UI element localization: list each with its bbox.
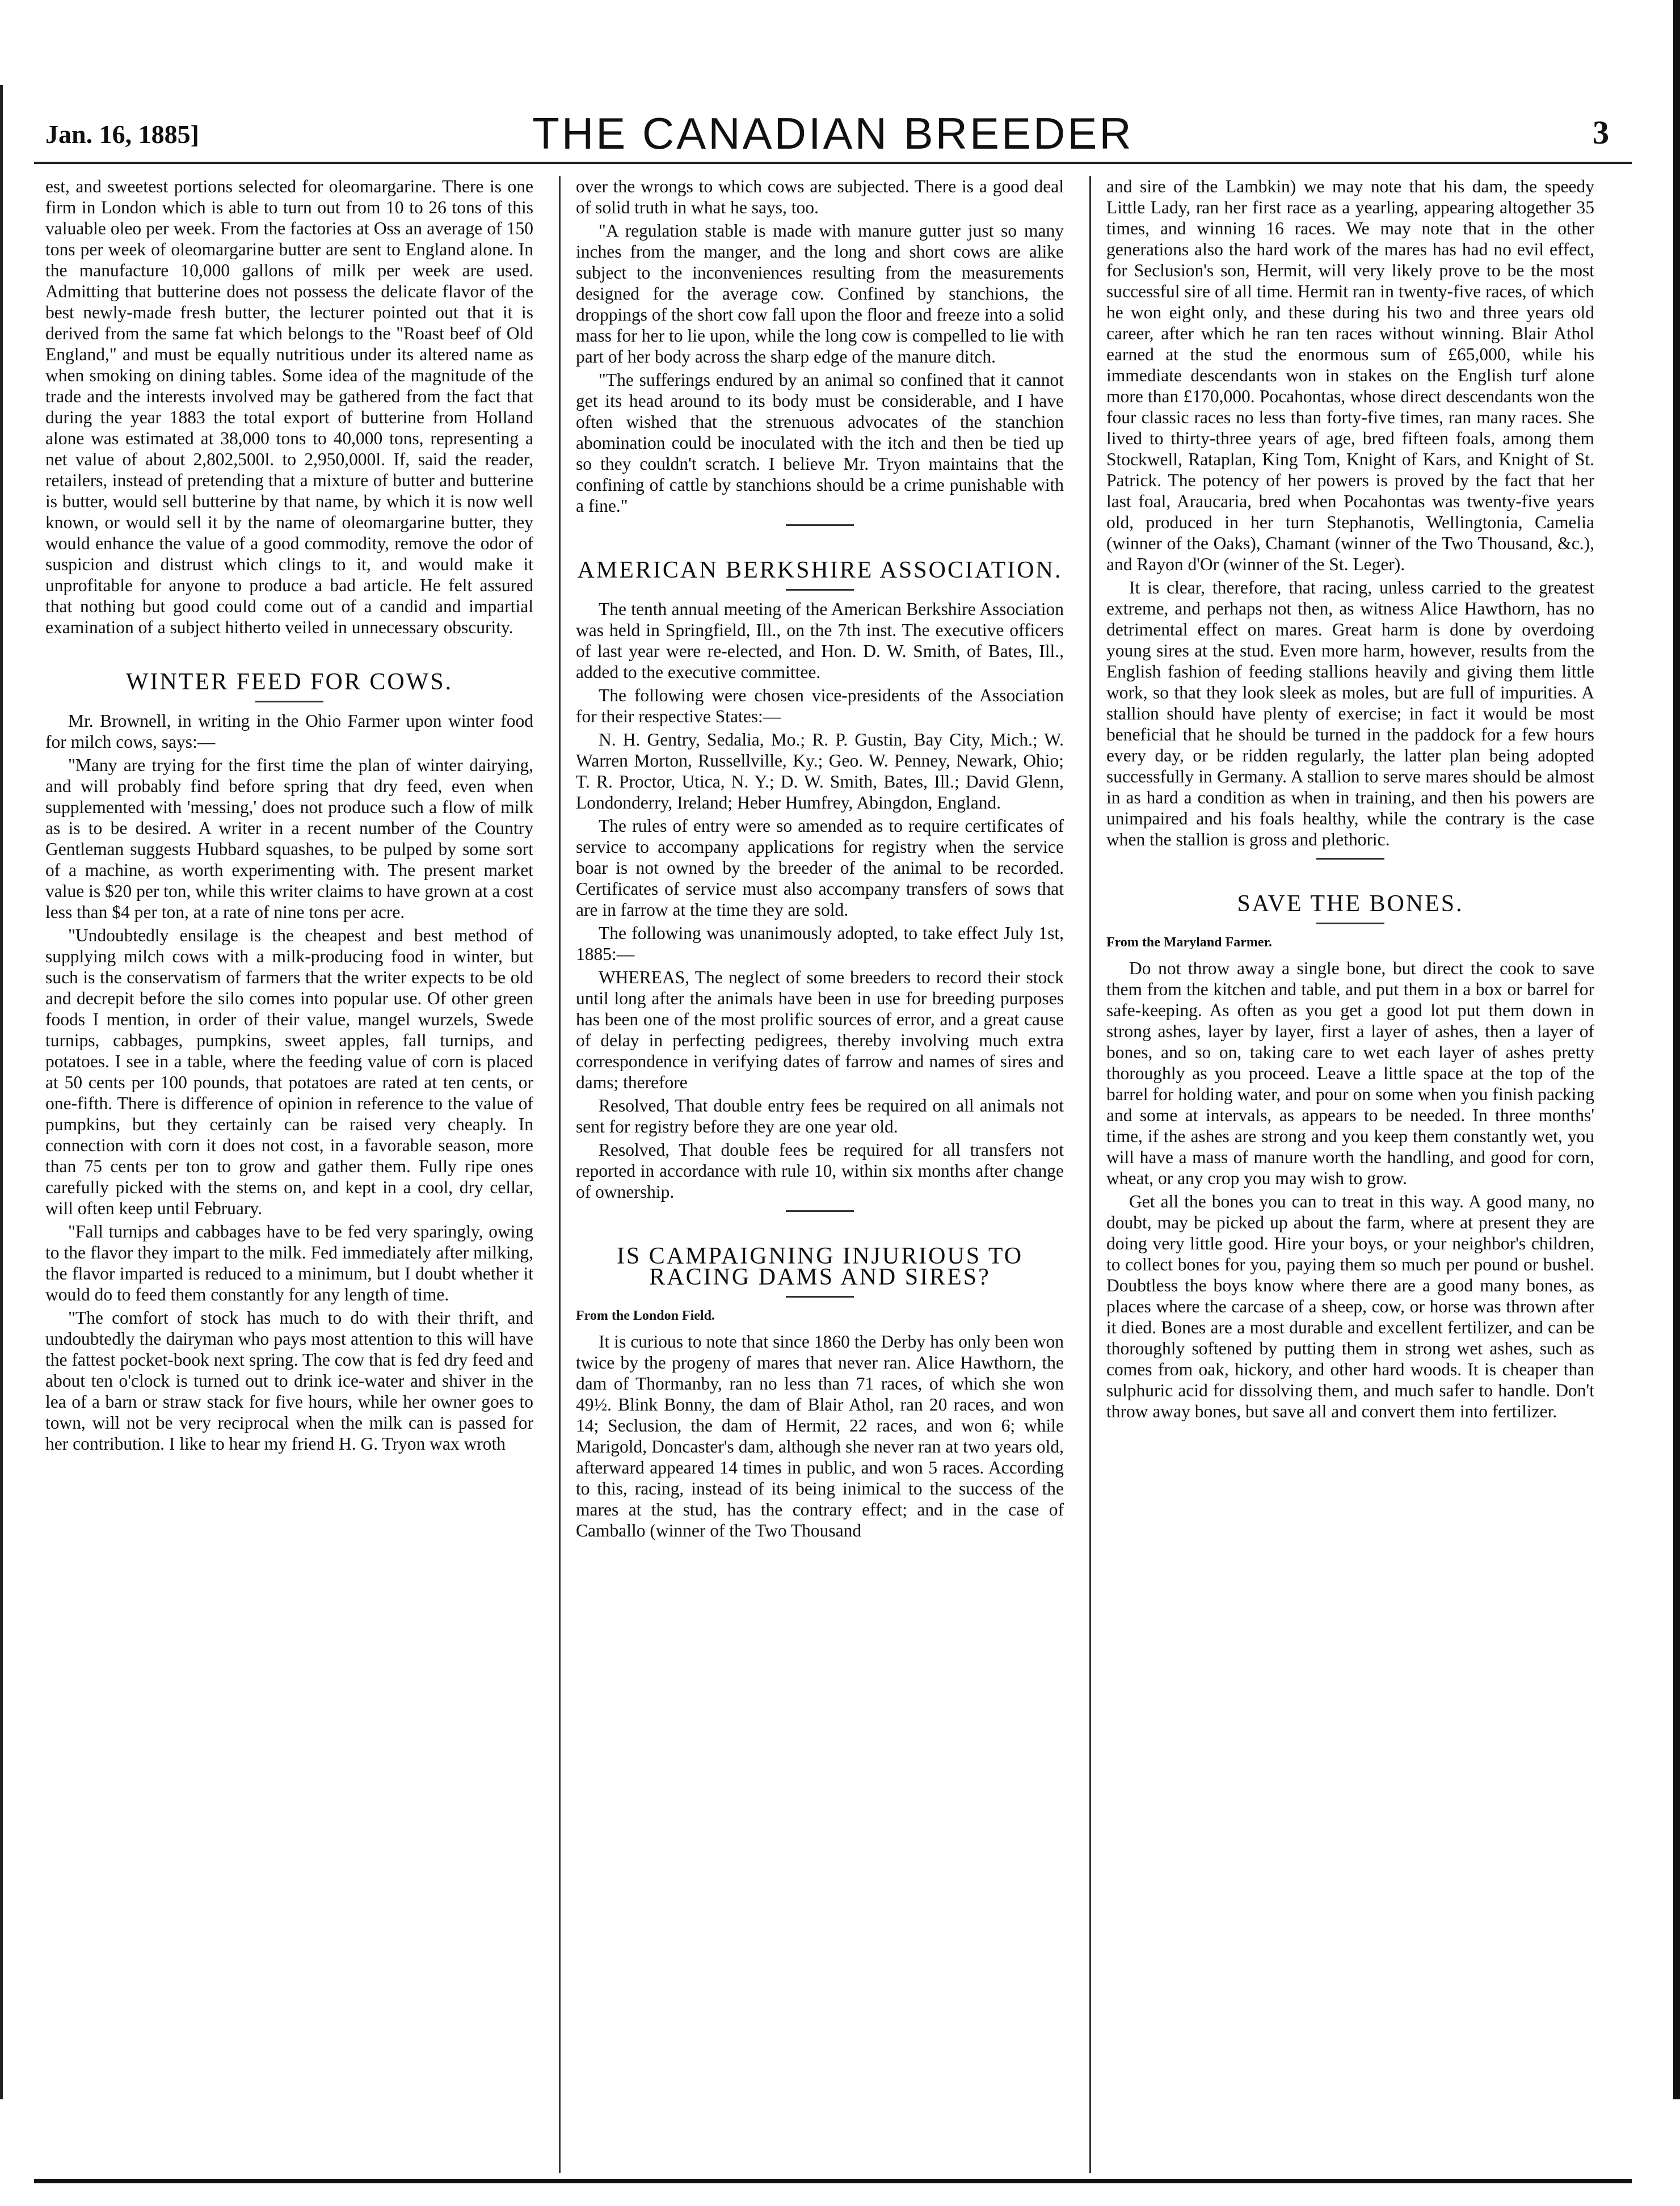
bottom-rule [34, 2179, 1632, 2183]
paragraph: Resolved, That double fees be required for all transfers not reported in accordance with rule 10, within six months after change of ownership. [576, 1140, 1064, 1202]
newspaper-page [34, 85, 1632, 2184]
paragraph: "Undoubtedly ensilage is the cheapest and best method of supplying milch cows with a milk-producing food in winter, but such is the conservatism of farmers that the writer expects to be old and decrepit before the silo comes into popular use. Of other green foods I mention, in order of their value, mangel wurzels, Swede turnips, cabbages, pumpkins, sweet apples, fall turnips, and potatoes. I see in a table, where the feeding value of corn is placed at 50 cents per 100 pounds, that potatoes are rated at ten cents, or one-fifth. There is difference of opinion in reference to the value of pumpkins, but they certainly can be raised very cheaply. In connection with corn it does not cost, in a favorable season, more than 75 cents per ton to grow and gather them. Fully ripe ones carefully picked with the stems on, and kept in a cool, dry cellar, will often keep until February. [45, 925, 533, 1218]
column-1 [45, 176, 533, 2173]
paragraph: "The comfort of stock has much to do with their thrift, and undoubtedly the dairyman who pays most attention to this will have the fattest pocket-book next spring. The cow that is fed dry feed and about ten o'clock is turned out to drink ice-water and shiver in the lea of a barn or straw stack for five hours, while her owner goes to town, will not be very reciprocal when the milk can is passed for her contribution. I like to hear my friend H. G. Tryon wax wroth [45, 1308, 533, 1454]
article-heading: AMERICAN BERKSHIRE ASSOCIATION. [577, 557, 1063, 583]
page-number: 3 [1593, 114, 1609, 151]
paragraph: est, and sweetest portions selected for oleomargarine. There is one firm in London which is able to turn out from 10 to 26 tons of this valuable oleo per week. From the factories at Oss an average of 150 tons per week of oleomargarine butter are sent to England alone. In the manufacture 10,000 gallons of milk per week are used. Admitting that butterine does not possess the delicate flavor of the best newly-made fresh butter, the lecturer pointed out that it is derived from the same fat which belongs to the "Roast beef of Old England," and must be equally nutritious under its altered name as when smoking on dining tables. Some idea of the magnitude of the trade and the interests involved may be gathered from the fact that during the year 1883 the total export of butterine from Holland alone was estimated at 38,000 tons to 40,000 tons, representing a net value of about 2,802,500l. to 2,950,000l. If, said the reader, retailers, instead of pretending that a mixture of butter and butterine is butter, would sell butterine by that name, by which it is now well known, or would sell it by the name of oleomargarine butter, they would enhance the value of a good commodity, remove the odor of suspicion and distrust which clings to it, and would make it unprofitable for anyone to produce a bad article. He felt assured that nothing but good could come out of a candid and impartial examination of a subject hitherto veiled in unnecessary obscurity. [45, 176, 533, 637]
paragraph: "The sufferings endured by an animal so confined that it cannot get its head around to its body must be considerable, and I have often wished that the strenuous advocates of the stanchion abomination could be inoculated with the itch and then be tied up so they couldn't scratch. I believe Mr. Tryon maintains that the confining of cattle by stanchions should be a crime punishable with a fine." [576, 370, 1064, 516]
paragraph: Get all the bones you can to treat in this way. A good many, no doubt, may be picked up about the farm, where at present they are doing very little good. Hire your boys, or your neighbor's children, to collect bones for you, paying them so much per pound or bushel. Doubtless the boys know where there are a good many bones, as places where the carcase of a sheep, cow, or horse was thrown after it died. Bones are a most durable and excellent fertilizer, and can be thoroughly softened by putting them in strong wet ashes, such as comes from oak, hickory, and other hard woods. It is cheaper than sulphuric acid for dissolving them, and much safer to handle. Don't throw away bones, but save all and convert them into fertilizer. [1106, 1192, 1594, 1421]
article-source: From the Maryland Farmer. [1106, 935, 1272, 950]
paragraph: Do not throw away a single bone, but direct the cook to save them from the kitchen and table, and put them in a box or barrel for safe-keeping. As often as you get a good lot put them down in strong ashes, layer by layer, first a layer of ashes, then a layer of bones, and so on, taking care to wet each layer of ashes pretty thoroughly as you proceed. Leave a little space at the top of the barrel for holding water, and pour on some when you finish packing and some at intervals, as appears to be needed. In three months' time, if the ashes are strong and you keep them constantly wet, you will have a mass of manure worth the handling, and good for corn, wheat, or any crop you may wish to grow. [1106, 958, 1594, 1188]
article-heading: IS CAMPAIGNING INJURIOUS TO RACING DAMS AND SIRES? [616, 1243, 1024, 1290]
divider [786, 1210, 854, 1212]
column-3 [1106, 176, 1594, 2173]
divider [255, 701, 323, 702]
paragraph: The following was unanimously adopted, to take effect July 1st, 1885:— [576, 923, 1064, 964]
right-border [1673, 0, 1680, 2099]
article-heading: WINTER FEED FOR COWS. [125, 669, 453, 695]
paragraph: and sire of the Lambkin) we may note that his dam, the speedy Little Lady, ran her first race as a yearling, appearing altogether 35 times, and winning 16 races. We may note that in the other generations also the hard work of the mares has had no evil effect, for Seclusion's son, Hermit, will very likely prove to be the most successful sire of all time. Hermit ran in twenty-five races, of which he won eight only, and these during his two and three years old career, after which he ran ten races without winning. Blair Athol earned at the stud the enormous sum of £65,000, while his immediate descendants won in stakes on the English turf alone more than £170,000. Pocahontas, whose direct descendants won the four classic races no less than forty-five times, ran many races. She lived to thirty-three years of age, bred fifteen foals, among them Stockwell, Rataplan, King Tom, Knight of Kars, and Knight of St. Patrick. The potency of her powers is proved by the fact that her last foal, Araucaria, bred when Pocahontas was twenty-five years old, produced in her turn Stephanotis, Wellingtonia, Camelia (winner of the Oaks), Chamant (winner of the Two Thousand, &c.), and Rayon d'Or (winner of the St. Leger). [1106, 176, 1594, 574]
paragraph: Mr. Brownell, in writing in the Ohio Farmer upon winter food for milch cows, says:— [45, 711, 533, 752]
divider [786, 589, 854, 591]
paragraph: over the wrongs to which cows are subjected. There is a good deal of solid truth in what he says, too. [576, 176, 1064, 217]
article-source: From the London Field. [576, 1308, 715, 1323]
paragraph: The rules of entry were so amended as to require certificates of service to accompany applications for registry when the service boar is not owned by the breeder of the animal to be recorded. Certificates of service must also accompany transfers of sows that are in farrow at the time they are sold. [576, 816, 1064, 920]
paragraph: WHEREAS, The neglect of some breeders to record their stock until long after the animals have been in use for breeding purposes has been one of the most prolific sources of error, and a great cause of delay in perfecting pedigrees, thereby involving much extra correspondence in verifying dates of farrow and names of sires and dams; therefore [576, 967, 1064, 1092]
article-heading: SAVE THE BONES. [1237, 891, 1464, 917]
paragraph: "Many are trying for the first time the plan of winter dairying, and will probably find before spring that dry feed, even when supplemented with 'messing,' does not produce such a flow of milk as is to be desired. A writer in a recent number of the Country Gentleman suggests Hubbard squashes, to be pulped by some sort of a machine, as worth experimenting with. The present market value is $20 per ton, while this writer claims to have grown at a cost less than $4 per ton, at a rate of nine tons per acre. [45, 755, 533, 922]
paragraph: "Fall turnips and cabbages have to be fed very sparingly, owing to the flavor they impart to the milk. Fed immediately after milking, the flavor imparted is reduced to a minimum, but I doubt whether it would do to feed them constantly for any length of time. [45, 1222, 533, 1304]
divider [786, 1296, 854, 1298]
page-header [34, 108, 1632, 159]
divider [1316, 858, 1384, 860]
issue-date: Jan. 16, 1885] [45, 120, 199, 149]
divider [1316, 923, 1384, 924]
paragraph: It is curious to note that since 1860 the Derby has only been won twice by the progeny of mares that never ran. Alice Hawthorn, the dam of Thormanby, ran no less than 71 races, of which she won 49½. Blink Bonny, the dam of Blair Athol, ran 20 races, and won 14; Seclusion, the dam of Hermit, 22 races, and won 6; while Marigold, Doncaster's dam, although she never ran at two years old, afterward appeared 14 times in public, and won 5 races. According to this, racing, instead of its being inimical to the success of the mares at the stud, has the contrary effect; and in the case of Camballo (winner of the Two Thousand [576, 1332, 1064, 1540]
column-2 [576, 176, 1064, 2173]
paragraph: The following were chosen vice-presidents of the Association for their respective States:— [576, 685, 1064, 726]
paragraph: The tenth annual meeting of the American Berkshire Association was held in Springfield, Ill., on the 7th inst. The executive officers of last year were re-elected, and Hon. D. W. Smith, of Bates, Ill., added to the executive committee. [576, 599, 1064, 682]
divider [786, 524, 854, 526]
paragraph: It is clear, therefore, that racing, unless carried to the greatest extreme, and perhaps not then, as witness Alice Hawthorn, has no detrimental effect on mares. Great harm is done by overdoing young sires at the stud. Even more harm, however, results from the English fashion of feeding stallions heavily and giving them little work, so that they look sleek as moles, but are full of impurities. A stallion should have plenty of exercise; in fact it would be most beneficial that he should be turned in the paddock for a few hours every day, or be ridden regularly, the latter plan being adopted successfully in Germany. A stallion to serve mares should be almost in as hard a condition as when in training, and then his powers are unimpaired and his foals healthy, while the contrary is the case when the stallion is gross and plethoric. [1106, 578, 1594, 849]
paragraph: "A regulation stable is made with manure gutter just so many inches from the manger, and the long and short cows are alike subject to the inconveniences resulting from the measurements designed for the average cow. Confined by stanchions, the droppings of the short cow fall upon the floor and freeze into a solid mass for her to lie upon, while the long cow is compelled to lie with part of her body across the sharp edge of the manure ditch. [576, 221, 1064, 367]
column-divider [559, 176, 561, 2173]
header-rule [34, 162, 1632, 164]
left-border [0, 85, 3, 2099]
paragraph: N. H. Gentry, Sedalia, Mo.; R. P. Gustin, Bay City, Mich.; W. Warren Morton, Russellville, Ky.; Geo. W. Penney, Newark, Ohio; T. R. Proctor, Utica, N. Y.; D. W. Smith, Bates, Ill.; David Glenn, Londonderry, Ireland; Heber Humfrey, Abingdon, England. [576, 730, 1064, 812]
column-divider [1089, 176, 1091, 2173]
masthead-title: THE CANADIAN BREEDER [532, 108, 1134, 158]
paragraph: Resolved, That double entry fees be required on all animals not sent for registry before they are one year old. [576, 1096, 1064, 1136]
